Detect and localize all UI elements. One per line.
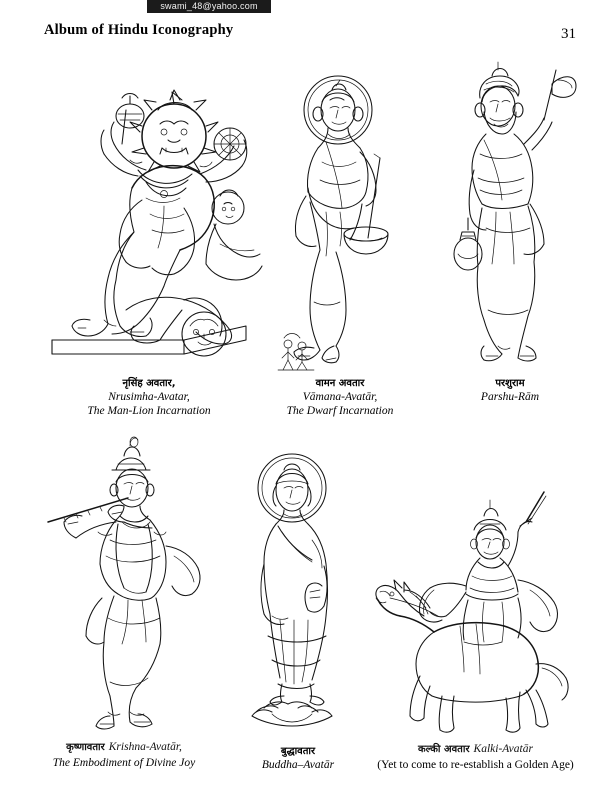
illustration-parashurama — [440, 58, 580, 383]
plate-vamana — [270, 62, 410, 422]
caption-roman: Vāmana-Avatār, — [302, 391, 378, 404]
caption-line-1 — [368, 738, 583, 758]
vamana-drawing — [270, 62, 410, 382]
illustration-vamana — [270, 62, 410, 382]
page-title: Album of Hindu Iconography — [44, 22, 234, 38]
caption-devanagari: वामन अवतार — [315, 378, 365, 389]
caption-narasimha — [34, 378, 264, 418]
caption-line-1 — [24, 736, 224, 756]
caption-krishna — [24, 736, 224, 770]
caption-vamana — [270, 378, 410, 418]
caption-english: The Embodiment of Divine Joy — [52, 756, 196, 769]
kalki-drawing — [368, 490, 583, 735]
caption-kalki — [368, 738, 583, 772]
watermark-banner: swami_48@yahoo.com — [147, 0, 271, 13]
caption-roman: Nrusimha-Avatar, — [108, 391, 190, 404]
caption-english: The Man-Lion Incarnation — [87, 405, 211, 418]
plate-kalki — [368, 490, 583, 790]
illustration-narasimha — [34, 48, 264, 388]
narasimha-drawing — [34, 48, 264, 388]
caption-note: (Yet to come to re-establish a Golden Age) — [377, 758, 574, 771]
illustration-krishna — [24, 436, 224, 736]
caption-parashurama — [440, 378, 580, 404]
caption-devanagari: बुद्धावतार — [280, 746, 316, 757]
caption-english: The Dwarf Incarnation — [286, 405, 394, 418]
caption-roman: Buddha–Avatār — [261, 759, 335, 772]
page-number: 31 — [561, 26, 576, 42]
illustration-kalki — [368, 490, 583, 735]
caption-devanagari: परशुराम — [495, 378, 525, 389]
caption-roman: Kalki-Avatār — [473, 743, 533, 755]
caption-devanagari: कृष्णावतार — [66, 742, 105, 753]
caption-roman: Parshu-Rām — [480, 391, 540, 404]
plate-buddha — [228, 440, 368, 780]
illustration-buddha — [228, 440, 368, 740]
plate-parashurama — [440, 58, 580, 418]
parashurama-drawing — [440, 58, 580, 383]
plate-narasimha — [34, 48, 264, 423]
buddha-drawing — [228, 440, 368, 740]
caption-devanagari: नृसिंह अवतार, — [122, 378, 176, 389]
caption-roman: Krishna-Avatār, — [108, 741, 182, 753]
caption-buddha — [228, 746, 368, 772]
caption-devanagari: कल्की अवतार — [418, 744, 470, 755]
plate-krishna — [24, 436, 224, 786]
krishna-drawing — [24, 436, 224, 736]
